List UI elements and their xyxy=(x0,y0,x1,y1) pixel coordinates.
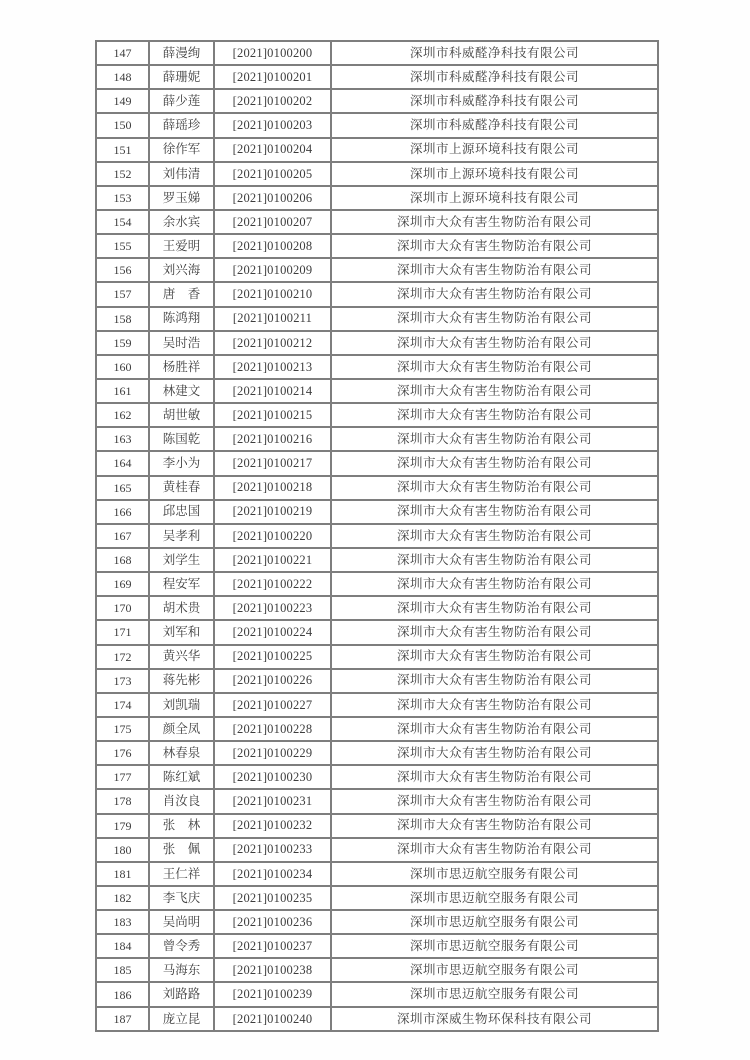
person-name-cell: 薛少莲 xyxy=(149,89,214,113)
certificate-number-cell: [2021]0100208 xyxy=(214,234,331,258)
row-number-cell: 163 xyxy=(96,427,149,451)
table-row xyxy=(96,741,658,765)
company-name-cell: 深圳市思迈航空服务有限公司 xyxy=(331,886,658,910)
certificate-number-cell: [2021]0100229 xyxy=(214,741,331,765)
certificate-number-cell: [2021]0100216 xyxy=(214,427,331,451)
table-row xyxy=(96,379,658,403)
certificate-number-cell: [2021]0100233 xyxy=(214,838,331,862)
table-row xyxy=(96,620,658,644)
person-name-cell: 马海东 xyxy=(149,958,214,982)
row-number-cell: 166 xyxy=(96,500,149,524)
row-number-cell: 151 xyxy=(96,138,149,162)
person-name-cell: 薛瑶珍 xyxy=(149,113,214,137)
certificate-number-cell: [2021]0100232 xyxy=(214,814,331,838)
row-number-cell: 177 xyxy=(96,765,149,789)
certificate-number-cell: [2021]0100204 xyxy=(214,138,331,162)
company-name-cell: 深圳市大众有害生物防治有限公司 xyxy=(331,693,658,717)
company-name-cell: 深圳市思迈航空服务有限公司 xyxy=(331,862,658,886)
company-name-cell: 深圳市大众有害生物防治有限公司 xyxy=(331,258,658,282)
company-name-cell: 深圳市大众有害生物防治有限公司 xyxy=(331,500,658,524)
person-name-cell: 林建文 xyxy=(149,379,214,403)
table-row xyxy=(96,789,658,813)
row-number-cell: 185 xyxy=(96,958,149,982)
certificate-number-cell: [2021]0100227 xyxy=(214,693,331,717)
row-number-cell: 169 xyxy=(96,572,149,596)
person-name-cell: 余水宾 xyxy=(149,210,214,234)
row-number-cell: 161 xyxy=(96,379,149,403)
company-name-cell: 深圳市大众有害生物防治有限公司 xyxy=(331,814,658,838)
company-name-cell: 深圳市大众有害生物防治有限公司 xyxy=(331,717,658,741)
person-name-cell: 刘路路 xyxy=(149,982,214,1006)
company-name-cell: 深圳市大众有害生物防治有限公司 xyxy=(331,476,658,500)
person-name-cell: 邱忠国 xyxy=(149,500,214,524)
company-name-cell: 深圳市思迈航空服务有限公司 xyxy=(331,982,658,1006)
person-name-cell: 王仁祥 xyxy=(149,862,214,886)
row-number-cell: 172 xyxy=(96,645,149,669)
row-number-cell: 154 xyxy=(96,210,149,234)
company-name-cell: 深圳市大众有害生物防治有限公司 xyxy=(331,234,658,258)
company-name-cell: 深圳市思迈航空服务有限公司 xyxy=(331,910,658,934)
person-name-cell: 胡世敏 xyxy=(149,403,214,427)
company-name-cell: 深圳市深威生物环保科技有限公司 xyxy=(331,1007,658,1031)
table-row xyxy=(96,958,658,982)
person-name-cell: 唐 香 xyxy=(149,282,214,306)
table-row xyxy=(96,476,658,500)
person-name-cell: 张 林 xyxy=(149,814,214,838)
certificate-number-cell: [2021]0100235 xyxy=(214,886,331,910)
certificate-number-cell: [2021]0100210 xyxy=(214,282,331,306)
person-name-cell: 刘凯瑞 xyxy=(149,693,214,717)
table-row xyxy=(96,717,658,741)
row-number-cell: 149 xyxy=(96,89,149,113)
certificate-number-cell: [2021]0100223 xyxy=(214,596,331,620)
person-name-cell: 陈鸿翔 xyxy=(149,307,214,331)
certificate-number-cell: [2021]0100200 xyxy=(214,41,331,65)
table-row xyxy=(96,596,658,620)
row-number-cell: 168 xyxy=(96,548,149,572)
table-row xyxy=(96,838,658,862)
certificate-number-cell: [2021]0100212 xyxy=(214,331,331,355)
company-name-cell: 深圳市思迈航空服务有限公司 xyxy=(331,934,658,958)
row-number-cell: 176 xyxy=(96,741,149,765)
company-name-cell: 深圳市科威醛净科技有限公司 xyxy=(331,65,658,89)
certificate-number-cell: [2021]0100202 xyxy=(214,89,331,113)
company-name-cell: 深圳市大众有害生物防治有限公司 xyxy=(331,789,658,813)
company-name-cell: 深圳市大众有害生物防治有限公司 xyxy=(331,838,658,862)
certificate-number-cell: [2021]0100211 xyxy=(214,307,331,331)
company-name-cell: 深圳市大众有害生物防治有限公司 xyxy=(331,620,658,644)
row-number-cell: 150 xyxy=(96,113,149,137)
person-name-cell: 刘军和 xyxy=(149,620,214,644)
table-row xyxy=(96,524,658,548)
certificate-number-cell: [2021]0100209 xyxy=(214,258,331,282)
row-number-cell: 148 xyxy=(96,65,149,89)
company-name-cell: 深圳市思迈航空服务有限公司 xyxy=(331,958,658,982)
row-number-cell: 170 xyxy=(96,596,149,620)
company-name-cell: 深圳市大众有害生物防治有限公司 xyxy=(331,282,658,306)
certificate-number-cell: [2021]0100220 xyxy=(214,524,331,548)
row-number-cell: 187 xyxy=(96,1007,149,1031)
company-name-cell: 深圳市大众有害生物防治有限公司 xyxy=(331,765,658,789)
company-name-cell: 深圳市大众有害生物防治有限公司 xyxy=(331,307,658,331)
person-name-cell: 颜全凤 xyxy=(149,717,214,741)
person-name-cell: 刘伟清 xyxy=(149,162,214,186)
person-name-cell: 胡术贵 xyxy=(149,596,214,620)
person-name-cell: 吴时浩 xyxy=(149,331,214,355)
row-number-cell: 159 xyxy=(96,331,149,355)
company-name-cell: 深圳市大众有害生物防治有限公司 xyxy=(331,548,658,572)
table-row xyxy=(96,1007,658,1031)
row-number-cell: 153 xyxy=(96,186,149,210)
person-name-cell: 杨胜祥 xyxy=(149,355,214,379)
certificate-number-cell: [2021]0100240 xyxy=(214,1007,331,1031)
row-number-cell: 184 xyxy=(96,934,149,958)
table-row xyxy=(96,910,658,934)
table-row xyxy=(96,427,658,451)
company-name-cell: 深圳市大众有害生物防治有限公司 xyxy=(331,741,658,765)
company-name-cell: 深圳市大众有害生物防治有限公司 xyxy=(331,451,658,475)
certificate-number-cell: [2021]0100226 xyxy=(214,669,331,693)
table-row xyxy=(96,934,658,958)
table-row xyxy=(96,814,658,838)
person-name-cell: 黄桂春 xyxy=(149,476,214,500)
row-number-cell: 158 xyxy=(96,307,149,331)
row-number-cell: 178 xyxy=(96,789,149,813)
person-name-cell: 刘学生 xyxy=(149,548,214,572)
person-name-cell: 罗玉娣 xyxy=(149,186,214,210)
table-row xyxy=(96,282,658,306)
row-number-cell: 173 xyxy=(96,669,149,693)
person-name-cell: 庞立昆 xyxy=(149,1007,214,1031)
table-row xyxy=(96,89,658,113)
company-name-cell: 深圳市大众有害生物防治有限公司 xyxy=(331,403,658,427)
table-row xyxy=(96,186,658,210)
table-row xyxy=(96,669,658,693)
certificate-number-cell: [2021]0100214 xyxy=(214,379,331,403)
person-name-cell: 黄兴华 xyxy=(149,645,214,669)
table-row xyxy=(96,500,658,524)
certificate-number-cell: [2021]0100230 xyxy=(214,765,331,789)
certificate-number-cell: [2021]0100203 xyxy=(214,113,331,137)
certificate-number-cell: [2021]0100228 xyxy=(214,717,331,741)
company-name-cell: 深圳市大众有害生物防治有限公司 xyxy=(331,355,658,379)
row-number-cell: 171 xyxy=(96,620,149,644)
row-number-cell: 186 xyxy=(96,982,149,1006)
person-name-cell: 李小为 xyxy=(149,451,214,475)
company-name-cell: 深圳市大众有害生物防治有限公司 xyxy=(331,669,658,693)
row-number-cell: 181 xyxy=(96,862,149,886)
person-name-cell: 陈国乾 xyxy=(149,427,214,451)
certificate-number-cell: [2021]0100222 xyxy=(214,572,331,596)
table-row xyxy=(96,41,658,65)
row-number-cell: 162 xyxy=(96,403,149,427)
row-number-cell: 165 xyxy=(96,476,149,500)
company-name-cell: 深圳市大众有害生物防治有限公司 xyxy=(331,645,658,669)
table-row xyxy=(96,451,658,475)
table-row xyxy=(96,886,658,910)
table-row xyxy=(96,982,658,1006)
certificate-number-cell: [2021]0100239 xyxy=(214,982,331,1006)
company-name-cell: 深圳市大众有害生物防治有限公司 xyxy=(331,596,658,620)
person-name-cell: 蒋先彬 xyxy=(149,669,214,693)
table-row xyxy=(96,572,658,596)
company-name-cell: 深圳市上源环境科技有限公司 xyxy=(331,162,658,186)
table-row xyxy=(96,403,658,427)
row-number-cell: 160 xyxy=(96,355,149,379)
company-name-cell: 深圳市大众有害生物防治有限公司 xyxy=(331,427,658,451)
person-name-cell: 薛珊妮 xyxy=(149,65,214,89)
person-name-cell: 刘兴海 xyxy=(149,258,214,282)
table-row xyxy=(96,693,658,717)
certificate-number-cell: [2021]0100234 xyxy=(214,862,331,886)
person-name-cell: 张 佩 xyxy=(149,838,214,862)
company-name-cell: 深圳市大众有害生物防治有限公司 xyxy=(331,572,658,596)
table-row xyxy=(96,645,658,669)
certificate-number-cell: [2021]0100238 xyxy=(214,958,331,982)
certificate-number-cell: [2021]0100236 xyxy=(214,910,331,934)
table-body xyxy=(96,41,658,1031)
table-row xyxy=(96,307,658,331)
company-name-cell: 深圳市大众有害生物防治有限公司 xyxy=(331,379,658,403)
company-name-cell: 深圳市上源环境科技有限公司 xyxy=(331,138,658,162)
certificate-number-cell: [2021]0100219 xyxy=(214,500,331,524)
person-name-cell: 肖汝良 xyxy=(149,789,214,813)
table-row xyxy=(96,138,658,162)
certificate-number-cell: [2021]0100231 xyxy=(214,789,331,813)
table-row xyxy=(96,331,658,355)
row-number-cell: 156 xyxy=(96,258,149,282)
certificate-roster-table xyxy=(95,40,659,1032)
company-name-cell: 深圳市科威醛净科技有限公司 xyxy=(331,113,658,137)
table-row xyxy=(96,113,658,137)
table-row xyxy=(96,355,658,379)
person-name-cell: 吴孝利 xyxy=(149,524,214,548)
certificate-number-cell: [2021]0100221 xyxy=(214,548,331,572)
company-name-cell: 深圳市科威醛净科技有限公司 xyxy=(331,89,658,113)
table-row xyxy=(96,862,658,886)
row-number-cell: 147 xyxy=(96,41,149,65)
row-number-cell: 152 xyxy=(96,162,149,186)
certificate-number-cell: [2021]0100237 xyxy=(214,934,331,958)
table-row xyxy=(96,210,658,234)
table-row xyxy=(96,765,658,789)
row-number-cell: 180 xyxy=(96,838,149,862)
table-row xyxy=(96,258,658,282)
certificate-number-cell: [2021]0100218 xyxy=(214,476,331,500)
person-name-cell: 徐作军 xyxy=(149,138,214,162)
row-number-cell: 179 xyxy=(96,814,149,838)
certificate-number-cell: [2021]0100207 xyxy=(214,210,331,234)
certificate-number-cell: [2021]0100213 xyxy=(214,355,331,379)
person-name-cell: 曾令秀 xyxy=(149,934,214,958)
company-name-cell: 深圳市科威醛净科技有限公司 xyxy=(331,41,658,65)
company-name-cell: 深圳市大众有害生物防治有限公司 xyxy=(331,524,658,548)
person-name-cell: 李飞庆 xyxy=(149,886,214,910)
person-name-cell: 陈红斌 xyxy=(149,765,214,789)
row-number-cell: 157 xyxy=(96,282,149,306)
person-name-cell: 程安军 xyxy=(149,572,214,596)
certificate-number-cell: [2021]0100217 xyxy=(214,451,331,475)
row-number-cell: 174 xyxy=(96,693,149,717)
row-number-cell: 164 xyxy=(96,451,149,475)
certificate-number-cell: [2021]0100201 xyxy=(214,65,331,89)
table-row xyxy=(96,162,658,186)
company-name-cell: 深圳市上源环境科技有限公司 xyxy=(331,186,658,210)
row-number-cell: 183 xyxy=(96,910,149,934)
company-name-cell: 深圳市大众有害生物防治有限公司 xyxy=(331,331,658,355)
row-number-cell: 182 xyxy=(96,886,149,910)
table-row xyxy=(96,548,658,572)
person-name-cell: 薛漫绚 xyxy=(149,41,214,65)
certificate-number-cell: [2021]0100206 xyxy=(214,186,331,210)
person-name-cell: 林春泉 xyxy=(149,741,214,765)
certificate-number-cell: [2021]0100205 xyxy=(214,162,331,186)
person-name-cell: 吴尚明 xyxy=(149,910,214,934)
row-number-cell: 155 xyxy=(96,234,149,258)
table-row xyxy=(96,65,658,89)
company-name-cell: 深圳市大众有害生物防治有限公司 xyxy=(331,210,658,234)
person-name-cell: 王爱明 xyxy=(149,234,214,258)
certificate-number-cell: [2021]0100215 xyxy=(214,403,331,427)
table-row xyxy=(96,234,658,258)
certificate-number-cell: [2021]0100224 xyxy=(214,620,331,644)
row-number-cell: 167 xyxy=(96,524,149,548)
row-number-cell: 175 xyxy=(96,717,149,741)
certificate-number-cell: [2021]0100225 xyxy=(214,645,331,669)
